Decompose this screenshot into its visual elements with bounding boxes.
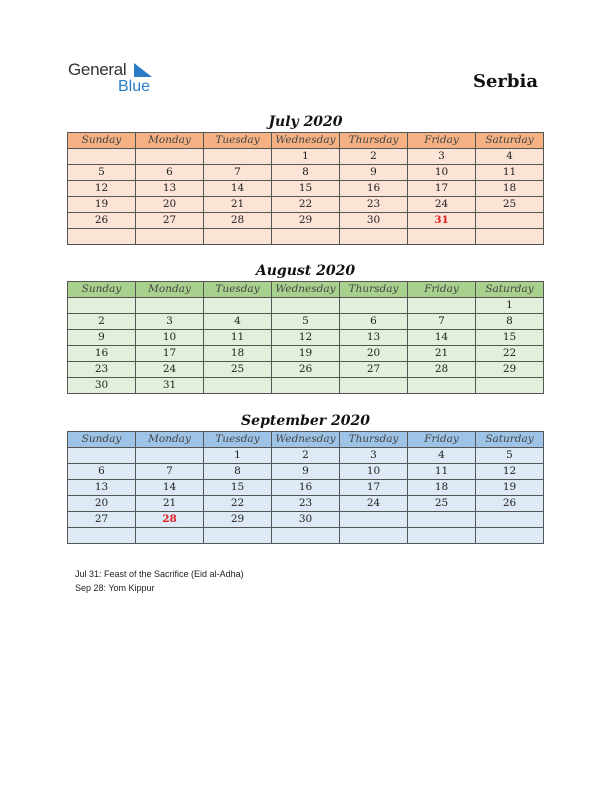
day-cell: 23 [272,496,340,512]
day-cell: 6 [68,464,136,480]
empty-day-cell [136,298,204,314]
weekday-header: Tuesday [204,432,272,448]
week-row [68,512,544,528]
empty-day-cell [68,528,136,544]
day-cell: 15 [272,181,340,197]
day-cell: 24 [340,496,408,512]
day-cell: 14 [204,181,272,197]
day-cell: 20 [136,197,204,213]
holiday-note: Jul 31: Feast of the Sacrifice (Eid al-Adha) [75,569,244,579]
month-block-july [67,112,544,245]
month-title: August 2020 [255,263,356,279]
empty-day-cell [136,528,204,544]
day-cell: 29 [204,512,272,528]
weekday-header: Monday [136,432,204,448]
day-cell: 26 [272,362,340,378]
day-cell: 31 [408,213,476,229]
week-row [68,528,544,544]
weekday-header: Sunday [68,432,136,448]
day-cell: 17 [408,181,476,197]
weekday-header: Tuesday [204,133,272,149]
day-cell: 30 [68,378,136,394]
logo-general-text: General [68,60,127,79]
day-cell: 20 [68,496,136,512]
empty-day-cell [340,229,408,245]
day-cell: 7 [204,165,272,181]
weekday-header-row [68,282,544,298]
day-cell: 3 [136,314,204,330]
empty-day-cell [408,378,476,394]
empty-day-cell [476,229,544,245]
empty-day-cell [204,229,272,245]
day-cell: 11 [408,464,476,480]
holiday-notes [75,567,244,595]
weekday-header: Thursday [340,432,408,448]
weekday-header: Wednesday [272,133,340,149]
week-row [68,346,544,362]
week-row [68,362,544,378]
week-row [68,229,544,245]
weekday-header: Friday [408,432,476,448]
empty-day-cell [340,378,408,394]
week-row [68,448,544,464]
day-cell: 19 [476,480,544,496]
weekday-header-row [68,133,544,149]
week-row [68,181,544,197]
day-cell: 30 [272,512,340,528]
weekday-header: Sunday [68,133,136,149]
month-block-september [67,411,544,544]
day-cell: 7 [408,314,476,330]
day-cell: 25 [204,362,272,378]
day-cell: 13 [340,330,408,346]
empty-day-cell [136,229,204,245]
empty-day-cell [272,528,340,544]
day-cell: 23 [68,362,136,378]
empty-day-cell [408,229,476,245]
weekday-header: Wednesday [272,432,340,448]
month-title: July 2020 [268,114,343,130]
day-cell: 24 [136,362,204,378]
day-cell: 11 [204,330,272,346]
day-cell: 20 [340,346,408,362]
day-cell: 13 [68,480,136,496]
empty-day-cell [136,448,204,464]
day-cell: 3 [340,448,408,464]
day-cell: 9 [340,165,408,181]
day-cell: 2 [272,448,340,464]
empty-day-cell [476,213,544,229]
day-cell: 1 [476,298,544,314]
day-cell: 5 [272,314,340,330]
day-cell: 27 [340,362,408,378]
weekday-header-row [68,432,544,448]
weekday-header: Saturday [476,282,544,298]
day-cell: 22 [476,346,544,362]
week-row [68,213,544,229]
logo-blue-text: Blue [118,78,151,95]
empty-day-cell [408,298,476,314]
day-cell: 2 [68,314,136,330]
week-row [68,149,544,165]
day-cell: 6 [136,165,204,181]
empty-day-cell [408,512,476,528]
day-cell: 14 [408,330,476,346]
day-cell: 17 [340,480,408,496]
weekday-header: Friday [408,133,476,149]
day-cell: 25 [408,496,476,512]
day-cell: 4 [408,448,476,464]
empty-day-cell [340,512,408,528]
empty-day-cell [204,298,272,314]
day-cell: 16 [272,480,340,496]
logo-triangle-icon [134,63,152,77]
weekday-header: Tuesday [204,282,272,298]
weekday-header: Thursday [340,133,408,149]
empty-day-cell [204,378,272,394]
empty-day-cell [476,378,544,394]
weekday-header: Wednesday [272,282,340,298]
day-cell: 18 [408,480,476,496]
day-cell: 29 [272,213,340,229]
month-title: September 2020 [241,413,370,429]
day-cell: 22 [272,197,340,213]
day-cell: 21 [136,496,204,512]
week-row [68,314,544,330]
day-cell: 17 [136,346,204,362]
day-cell: 6 [340,314,408,330]
day-cell: 28 [408,362,476,378]
week-row [68,496,544,512]
day-cell: 12 [68,181,136,197]
day-cell: 27 [136,213,204,229]
empty-day-cell [476,528,544,544]
weekday-header: Sunday [68,282,136,298]
month-calendar-table [67,281,544,394]
day-cell: 1 [272,149,340,165]
week-row [68,197,544,213]
month-calendar-table [67,431,544,544]
weekday-header: Saturday [476,133,544,149]
day-cell: 4 [476,149,544,165]
weekday-header: Monday [136,133,204,149]
day-cell: 27 [68,512,136,528]
weekday-header: Monday [136,282,204,298]
week-row [68,480,544,496]
weekday-header: Saturday [476,432,544,448]
day-cell: 5 [68,165,136,181]
day-cell: 26 [476,496,544,512]
day-cell: 31 [136,378,204,394]
day-cell: 11 [476,165,544,181]
day-cell: 9 [272,464,340,480]
month-block-august [67,261,544,394]
day-cell: 10 [408,165,476,181]
month-calendar-table [67,132,544,245]
week-row [68,378,544,394]
day-cell: 9 [68,330,136,346]
day-cell: 3 [408,149,476,165]
generalblue-logo [68,60,168,100]
week-row [68,298,544,314]
day-cell: 19 [68,197,136,213]
empty-day-cell [68,229,136,245]
day-cell: 28 [136,512,204,528]
day-cell: 10 [136,330,204,346]
day-cell: 19 [272,346,340,362]
country-title: Serbia [472,71,538,92]
day-cell: 2 [340,149,408,165]
day-cell: 1 [204,448,272,464]
day-cell: 25 [476,197,544,213]
day-cell: 12 [272,330,340,346]
empty-day-cell [68,448,136,464]
week-row [68,165,544,181]
day-cell: 8 [204,464,272,480]
empty-day-cell [408,528,476,544]
day-cell: 24 [408,197,476,213]
empty-day-cell [68,298,136,314]
day-cell: 30 [340,213,408,229]
empty-day-cell [204,528,272,544]
day-cell: 8 [272,165,340,181]
weekday-header: Friday [408,282,476,298]
empty-day-cell [272,229,340,245]
empty-day-cell [340,528,408,544]
holiday-note: Sep 28: Yom Kippur [75,583,155,593]
day-cell: 18 [204,346,272,362]
day-cell: 26 [68,213,136,229]
day-cell: 12 [476,464,544,480]
empty-day-cell [136,149,204,165]
day-cell: 13 [136,181,204,197]
empty-day-cell [272,298,340,314]
day-cell: 22 [204,496,272,512]
week-row [68,464,544,480]
day-cell: 15 [204,480,272,496]
empty-day-cell [476,512,544,528]
day-cell: 7 [136,464,204,480]
day-cell: 21 [204,197,272,213]
day-cell: 15 [476,330,544,346]
day-cell: 21 [408,346,476,362]
week-row [68,330,544,346]
day-cell: 18 [476,181,544,197]
empty-day-cell [272,378,340,394]
day-cell: 5 [476,448,544,464]
day-cell: 8 [476,314,544,330]
day-cell: 10 [340,464,408,480]
empty-day-cell [340,298,408,314]
day-cell: 23 [340,197,408,213]
empty-day-cell [68,149,136,165]
empty-day-cell [204,149,272,165]
day-cell: 14 [136,480,204,496]
day-cell: 28 [204,213,272,229]
day-cell: 16 [68,346,136,362]
day-cell: 16 [340,181,408,197]
day-cell: 4 [204,314,272,330]
weekday-header: Thursday [340,282,408,298]
day-cell: 29 [476,362,544,378]
